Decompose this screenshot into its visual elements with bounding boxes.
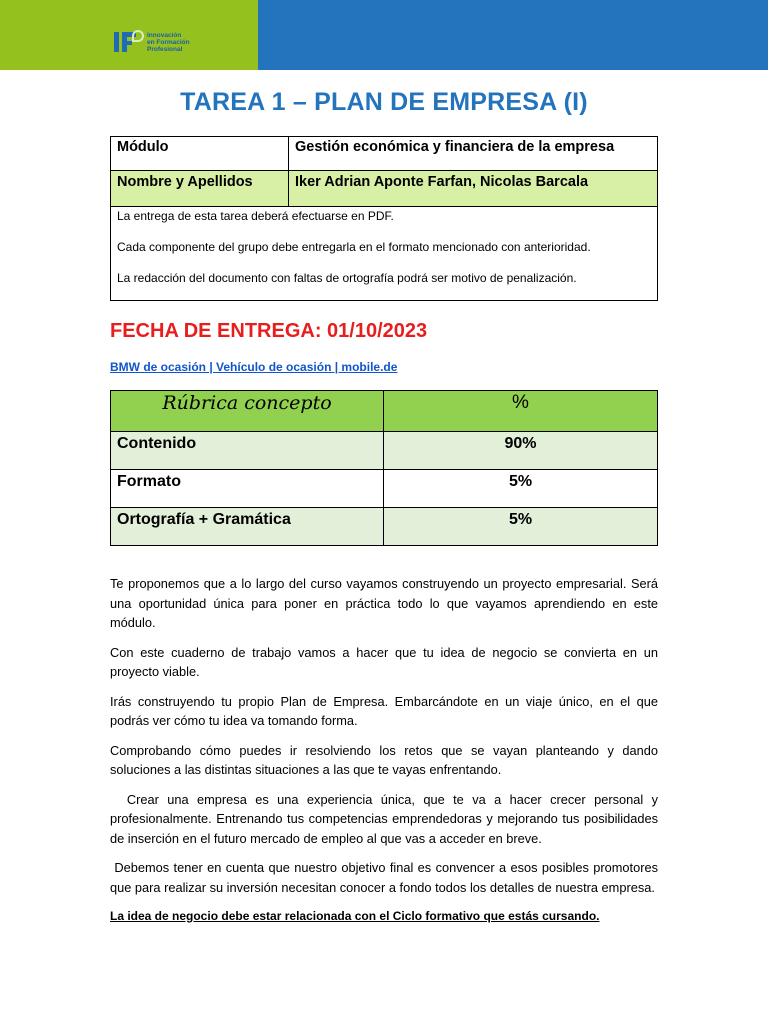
- mobile-de-link[interactable]: BMW de ocasión | Vehículo de ocasión | mobile.de: [110, 360, 398, 374]
- table-row: [111, 171, 658, 207]
- note-ortografia: La redacción del documento con faltas de ortografía podrá ser motivo de penalización.: [117, 271, 577, 285]
- rubric-concept: Formato: [111, 470, 384, 508]
- rubric-percent: 90%: [384, 432, 658, 470]
- if-logo-icon: [112, 30, 146, 54]
- paragraph: Con este cuaderno de trabajo vamos a hacer que tu idea de negocio se convierta en un proyecto viable.: [110, 644, 658, 679]
- paragraph: Comprobando cómo puedes ir resolviendo los retos que se vayan planteando y dando soluciones a las distintas situaciones a las que te vayas enfrentando.: [110, 742, 658, 777]
- table-row: [111, 508, 658, 546]
- rubric-header-concept: Rúbrica concepto: [111, 391, 384, 432]
- table-row: [111, 137, 658, 171]
- modulo-label: Módulo: [111, 137, 289, 171]
- table-row: [111, 432, 658, 470]
- body-text: [110, 574, 662, 937]
- paragraph: Te proponemos que a lo largo del curso vayamos construyendo un proyecto empresarial. Será una oportunidad única para poner en práctica todo lo que vayamos aprendiendo en este módulo.: [110, 576, 658, 630]
- table-row: [111, 207, 658, 301]
- modulo-value: Gestión económica y financiera de la empresa: [289, 137, 658, 171]
- info-table: [110, 136, 658, 301]
- nombre-label: Nombre y Apellidos: [111, 171, 289, 207]
- paragraph: Crear una empresa es una experiencia única, que te va a hacer crecer personal y profesionalmente. Entrenando tus competencias emprendedoras y mejorando tus posibilidades de inserción en el futuro mercado de empleo al que vas a acceder en breve.: [110, 791, 662, 846]
- table-row: [111, 470, 658, 508]
- page-title: TAREA 1 – PLAN DE EMPRESA (I): [180, 88, 588, 116]
- rubric-concept: Ortografía + Gramática: [111, 508, 384, 546]
- fecha-entrega: FECHA DE ENTREGA: 01/10/2023: [110, 320, 428, 342]
- rubric-concept: Contenido: [111, 432, 384, 470]
- if-logo: [112, 30, 190, 54]
- rubric-percent: 5%: [384, 470, 658, 508]
- paragraph: Debemos tener en cuenta que nuestro objetivo final es convencer a esos posibles promotores que para realizar su inversión necesitan conocer a fondo todos los detalles de nuestra empresa.: [110, 860, 662, 895]
- rubric-header-percent: %: [384, 391, 658, 432]
- notes-cell: [111, 207, 658, 301]
- note-formato: Cada componente del grupo debe entregarla en el formato mencionado con anterioridad.: [117, 240, 591, 254]
- nombre-value: Iker Adrian Aponte Farfan, Nicolas Barcala: [289, 171, 658, 207]
- paragraph: Irás construyendo tu propio Plan de Empresa. Embarcándote en un viaje único, en el que podrás ver cómo tu idea va tomando forma.: [110, 693, 658, 728]
- page-header: [0, 0, 768, 70]
- logo-text: Innovación en Formación Profesional: [147, 31, 190, 53]
- rubric-percent: 5%: [384, 508, 658, 546]
- rubric-table: [110, 390, 658, 546]
- note-pdf: La entrega de esta tarea deberá efectuarse en PDF.: [117, 209, 394, 223]
- final-note: La idea de negocio debe estar relacionada con el Ciclo formativo que estás cursando.: [110, 909, 600, 923]
- rubric-header-row: [111, 391, 658, 432]
- header-blue-band: [258, 0, 768, 70]
